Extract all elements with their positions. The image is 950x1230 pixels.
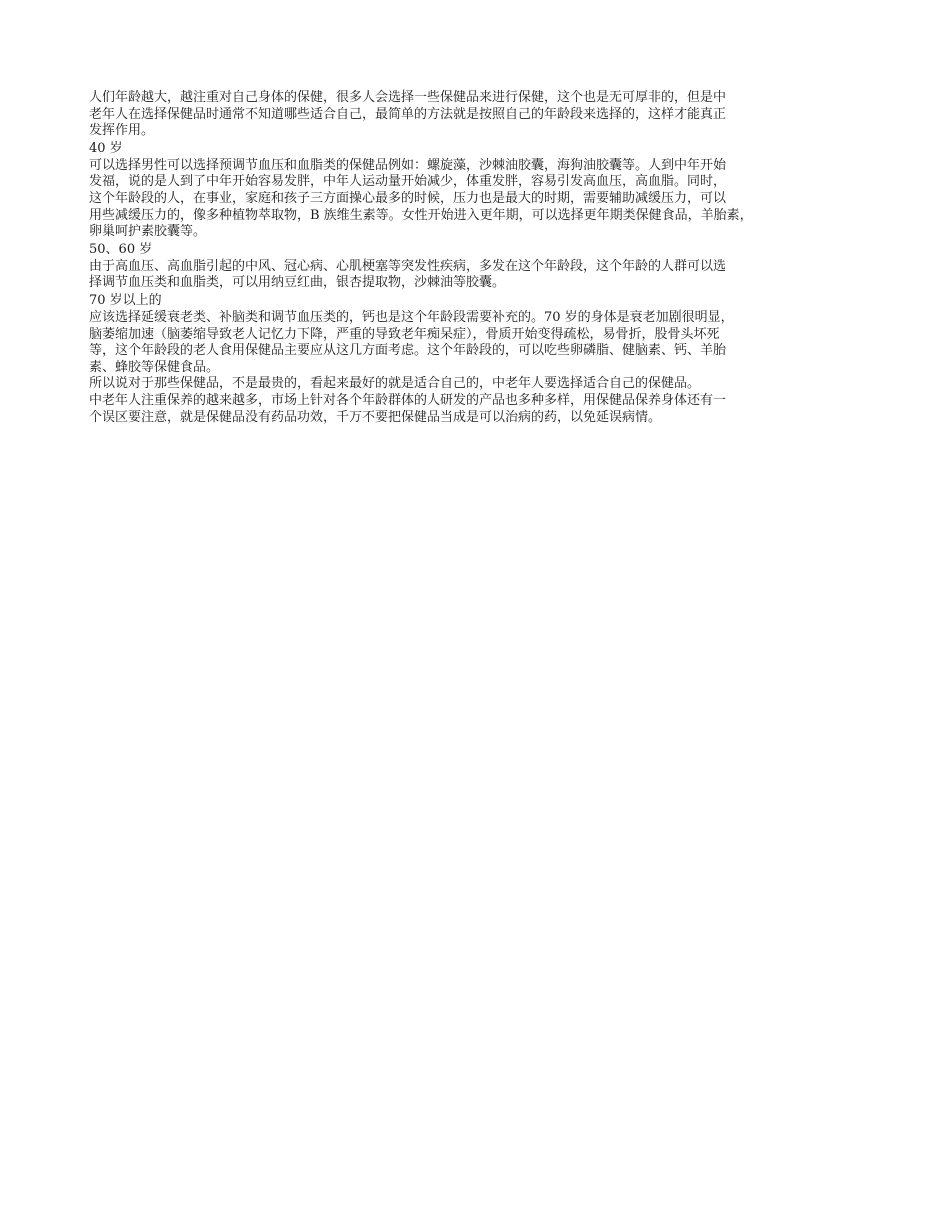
section-heading-40: 40 岁 <box>89 140 123 156</box>
paragraph-40 <box>89 158 879 241</box>
text-line: 由于高血压、高血脂引起的中风、冠心病、心肌梗塞等突发性疾病，多发在这个年龄段，这个年龄的人群可以选 <box>89 258 727 274</box>
paragraph-50-60 <box>89 259 879 292</box>
text-line: 中老年人注重保养的越来越多，市场上针对各个年龄群体的人研发的产品也多种多样，用保健品保养身体还有一 <box>89 392 727 408</box>
closing-paragraph <box>89 393 879 426</box>
intro-paragraph <box>89 90 879 140</box>
text-line: 老年人在选择保健品时通常不知道哪些适合自己，最简单的方法就是按照自己的年龄段来选择的，这样才能真正 <box>89 106 727 122</box>
text-line: 应该选择延缓衰老类、补脑类和调节血压类的，钙也是这个年龄段需要补充的。70 岁的身体是衰老加剧很明显， <box>89 309 734 325</box>
section-heading-70-plus: 70 岁以上的 <box>89 292 162 308</box>
text-line: 素、蜂胶等保健食品。 <box>89 359 220 375</box>
text-line: 发福，说的是人到了中年开始容易发胖，中年人运动量开始减少，体重发胖，容易引发高血压，高血脂。同时， <box>89 174 727 190</box>
article-body <box>89 90 879 426</box>
text-line: 择调节血压类和血脂类，可以用纳豆红曲，银杏提取物，沙棘油等胶囊。 <box>89 275 506 291</box>
text-line: 等，这个年龄段的老人食用保健品主要应从这几方面考虑。这个年龄段的，可以吃些卵磷脂、健脑素、钙、羊胎 <box>89 343 727 359</box>
text-line: 所以说对于那些保健品，不是最贵的，看起来最好的就是适合自己的，中老年人要选择适合自己的保健品。 <box>89 376 701 392</box>
text-line: 这个年龄段的人，在事业，家庭和孩子三方面操心最多的时候，压力也是最大的时期，需要辅助减缓压力，可以 <box>89 190 727 206</box>
text-line: 发挥作用。 <box>89 123 155 139</box>
text-line: 可以选择男性可以选择预调节血压和血脂类的保健品例如：螺旋藻，沙棘油胶囊，海狗油胶囊等。人到中年开始 <box>89 157 727 173</box>
text-line: 卵巢呵护素胶囊等。 <box>89 224 207 240</box>
conclusion-paragraph <box>89 376 879 393</box>
text-line: 用些减缓压力的，像多种植物萃取物，B 族维生素等。女性开始进入更年期，可以选择更年期类保健食品，羊胎素， <box>89 207 753 223</box>
text-line: 人们年龄越大，越注重对自己身体的保健，很多人会选择一些保健品来进行保健，这个也是无可厚非的，但是中 <box>89 90 727 105</box>
text-line: 脑萎缩加速（脑萎缩导致老人记忆力下降，严重的导致老年痴呆症），骨质开始变得疏松，易骨折，股骨头坏死 <box>89 326 720 342</box>
text-line: 个误区要注意，就是保健品没有药品功效，千万不要把保健品当成是可以治病的药，以免延误病情。 <box>89 409 662 425</box>
section-heading-50-60: 50、60 岁 <box>89 241 153 257</box>
paragraph-70-plus <box>89 310 879 376</box>
